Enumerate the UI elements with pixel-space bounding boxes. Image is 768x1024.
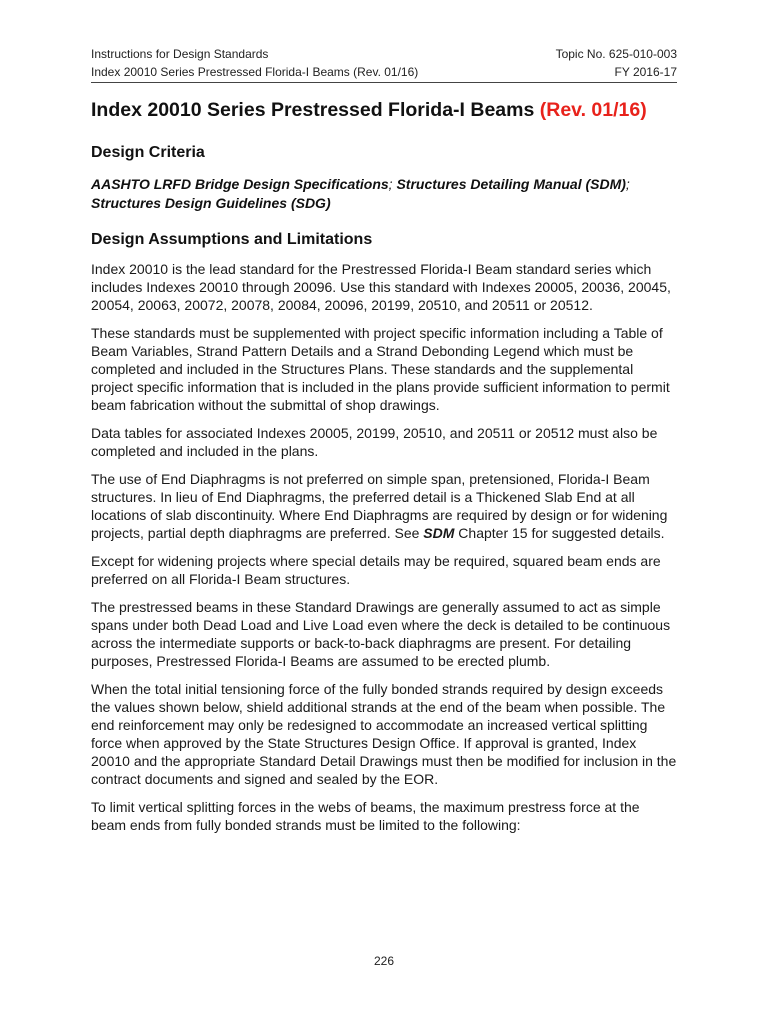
header-fiscal-year: FY 2016-17 (614, 65, 677, 79)
design-criteria-heading: Design Criteria (91, 144, 205, 161)
design-criteria-references (91, 175, 677, 213)
running-header (91, 45, 677, 81)
paragraph-lead-standard: Index 20010 is the lead standard for the Prestressed Florida-I Beam standard series which includes Indexes 20010 through 20096. Use this standard with Indexes 20005, 20036, 20045, 20054, 20063, 20072, 20078, 20084, 20096, 20199, 20510, and 20511 or 20512. (91, 261, 671, 313)
header-publication: Instructions for Design Standards (91, 47, 269, 61)
header-row-1 (91, 45, 677, 63)
paragraph-data-tables: Data tables for associated Indexes 20005, 20199, 20510, and 20511 or 20512 must also be completed and included in the plans. (91, 425, 658, 459)
reference-separator: ; (625, 176, 630, 192)
paragraph-splitting-forces: To limit vertical splitting forces in the webs of beams, the maximum prestress force at the beam ends from fully bonded strands must be limited to the following: (91, 799, 640, 833)
reference-aashto: AASHTO LRFD Bridge Design Specifications (91, 176, 389, 192)
title-revision: (Rev. 01/16) (539, 99, 647, 121)
header-row-2 (91, 63, 677, 81)
end-diaphragms-text: The use of End Diaphragms is not preferred on simple span, pretensioned, Florida-I Beam structures. In lieu of End Diaphragms, the preferred detail is a Thickened Slab End at all locations of slab discontinuity. Where End Diaphragms are required by design or for widening projects, partial depth diaphragms are preferred. See (91, 471, 668, 541)
header-section: Index 20010 Series Prestressed Florida-I Beams (Rev. 01/16) (91, 65, 419, 79)
paragraph-supplemental-info: These standards must be supplemented with project specific information including a Table of Beam Variables, Strand Pattern Details and a Strand Debonding Legend which must be completed and included in the Structures Plans. These standards and the supplemental project specific information that is included in the plans provide sufficient information to permit beam fabrication without the submittal of shop drawings. (91, 325, 670, 413)
paragraph-simple-spans: The prestressed beams in these Standard Drawings are generally assumed to act as simple spans under both Dead Load and Live Load even where the deck is detailed to be continuous across the intermediate supports or back-to-back diaphragms are present. For detailing purposes, Prestressed Florida-I Beams are assumed to be erected plumb. (91, 599, 671, 669)
header-divider (91, 82, 677, 83)
sdm-reference: SDM (423, 525, 455, 541)
page-title (91, 96, 677, 124)
page-number: 226 (373, 954, 395, 968)
reference-separator: ; (388, 176, 393, 192)
main-content (91, 96, 677, 834)
paragraph-squared-ends: Except for widening projects where special details may be required, squared beam ends are preferred on all Florida-I Beam structures. (91, 553, 661, 587)
reference-sdm: Structures Detailing Manual (SDM) (396, 176, 626, 192)
reference-sdg: Structures Design Guidelines (SDG) (91, 195, 331, 211)
assumptions-heading: Design Assumptions and Limitations (91, 231, 373, 248)
end-diaphragms-text-end: Chapter 15 for suggested details. (454, 525, 665, 541)
title-main: Index 20010 Series Prestressed Florida-I Beams (91, 99, 535, 121)
header-topic-number: Topic No. 625-010-003 (555, 47, 677, 61)
paragraph-end-diaphragms (91, 470, 677, 542)
paragraph-tensioning-force: When the total initial tensioning force of the fully bonded strands required by design exceeds the values shown below, shield additional strands at the end of the beam when possible. The end reinforcement may only be redesigned to accommodate an increased vertical splitting force when approved by the State Structures Design Office. If approval is granted, Index 20010 and the appropriate Standard Detail Drawings must then be modified for inclusion in the contract documents and signed and sealed by the EOR. (91, 681, 677, 787)
